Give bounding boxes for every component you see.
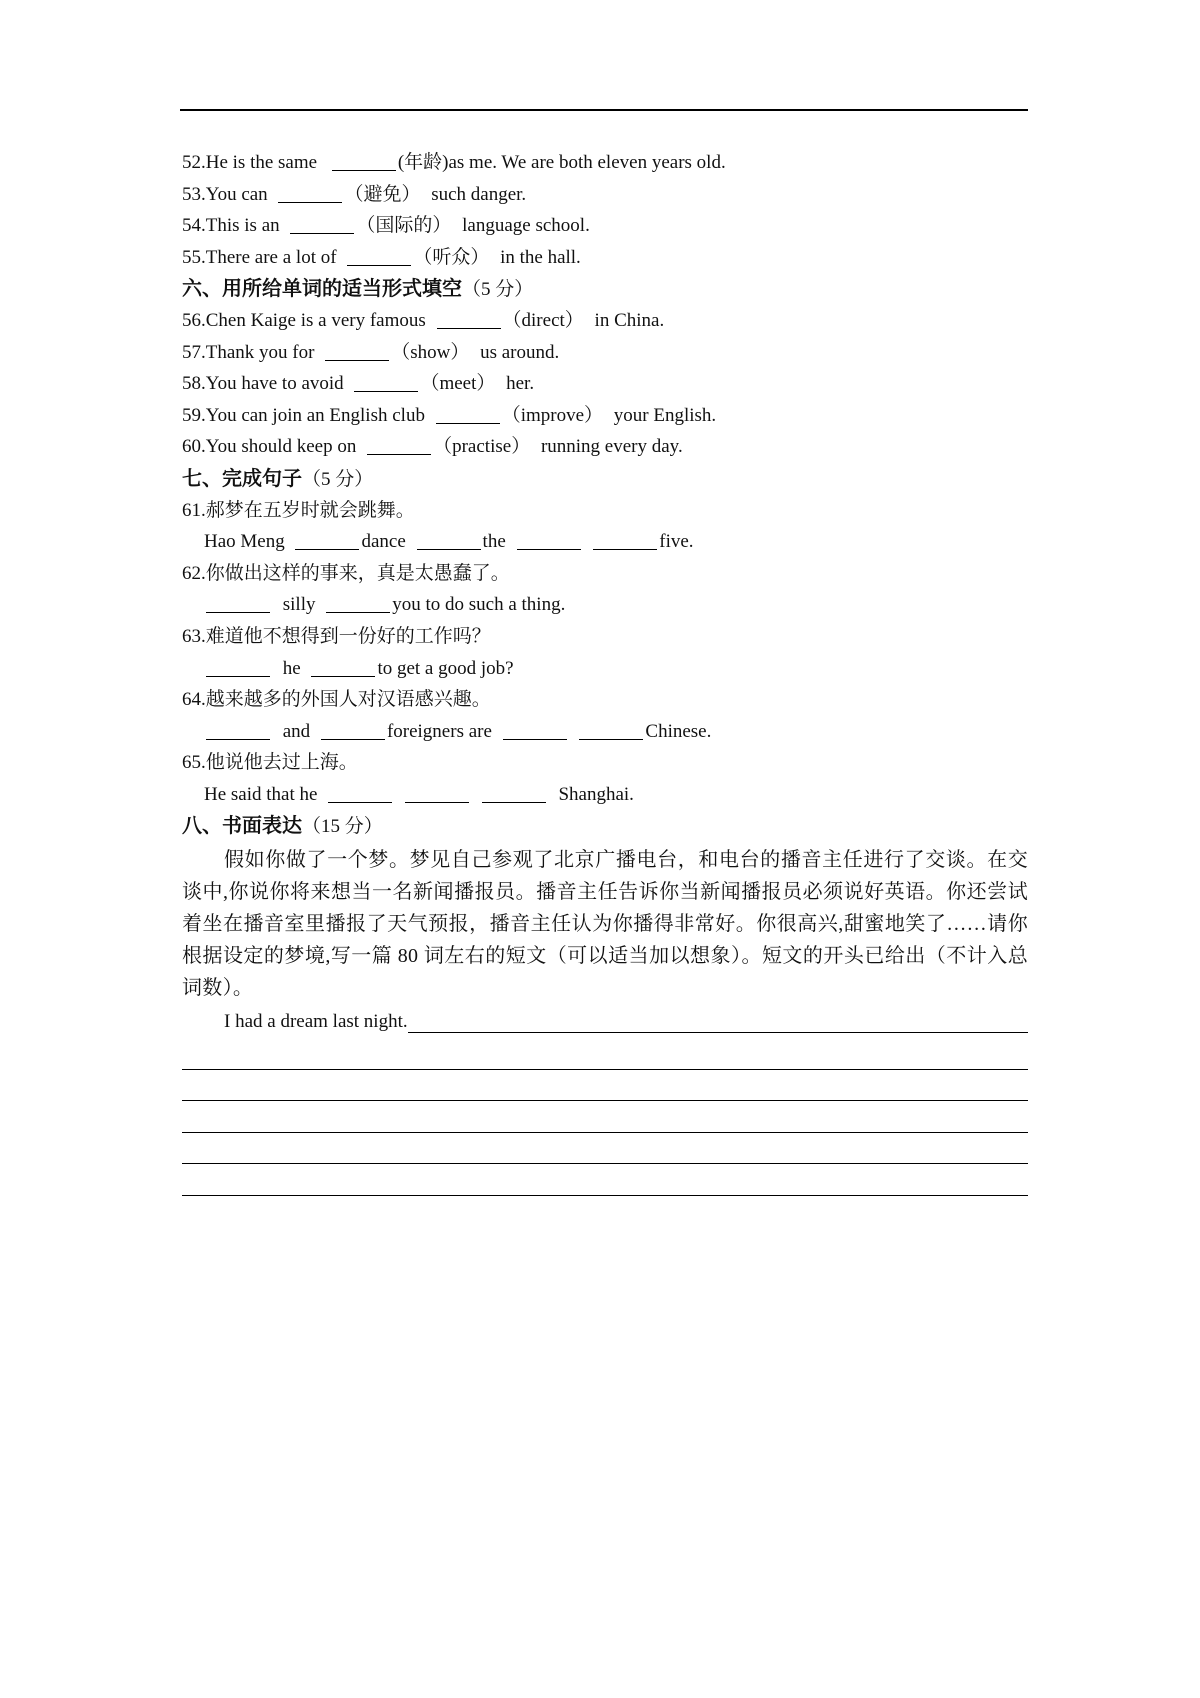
question-59-text: 59.You can join an English club: [182, 404, 425, 426]
writing-first-line[interactable]: [182, 1006, 1028, 1038]
question-52-text: 52.He is the same: [182, 152, 318, 173]
question-59-hint: （improve）: [501, 404, 604, 426]
answer-blank[interactable]: [593, 529, 657, 550]
question-53: [182, 179, 1028, 211]
question-59: [182, 400, 1028, 432]
answer-blank[interactable]: [437, 308, 501, 329]
question-61-rest: five.: [659, 531, 694, 553]
question-65-rest: Shanghai.: [558, 783, 634, 805]
question-62-rest: you to do such a thing.: [392, 594, 566, 616]
answer-blank[interactable]: [579, 719, 643, 740]
question-63-word: he: [282, 657, 301, 679]
section-7-title: 七、完成句子: [182, 465, 302, 490]
answer-blank[interactable]: [206, 656, 270, 677]
question-55-hint: （听众）: [413, 246, 490, 268]
answer-blank[interactable]: [367, 434, 431, 455]
question-58-rest: her.: [506, 373, 535, 395]
question-55-text: 55.There are a lot of: [182, 246, 337, 268]
question-61-text: Hao Meng: [204, 531, 285, 553]
question-64-prompt: 64.越来越多的外国人对汉语感兴趣。: [182, 689, 491, 711]
question-60-rest: running every day.: [540, 436, 683, 458]
question-62-word: silly: [282, 594, 316, 616]
answer-blank[interactable]: [328, 782, 392, 803]
worksheet-content: [182, 147, 1028, 1196]
question-63-prompt: 63.难道他不想得到一份好的工作吗？: [182, 625, 491, 647]
question-52-hint: (年龄): [397, 152, 449, 173]
question-58: [182, 368, 1028, 400]
question-52: [182, 147, 1028, 179]
writing-line[interactable]: [408, 1008, 1028, 1033]
writing-line[interactable]: [182, 1164, 1028, 1196]
section-6-heading: [182, 273, 1028, 305]
question-59-rest: your English.: [613, 404, 717, 426]
question-54: [182, 210, 1028, 242]
question-65-text: He said that he: [204, 783, 318, 805]
question-55: [182, 242, 1028, 274]
answer-blank[interactable]: [321, 719, 385, 740]
answer-blank[interactable]: [311, 656, 375, 677]
question-56: [182, 305, 1028, 337]
question-57-text: 57.Thank you for: [182, 341, 315, 363]
question-60-text: 60.You should keep on: [182, 436, 357, 458]
writing-line[interactable]: [182, 1038, 1028, 1070]
answer-blank[interactable]: [325, 340, 389, 361]
answer-blank[interactable]: [206, 719, 270, 740]
question-64-answer: [182, 716, 1028, 748]
question-58-text: 58.You have to avoid: [182, 373, 344, 395]
question-54-hint: （国际的）: [356, 215, 452, 237]
answer-blank[interactable]: [517, 529, 581, 550]
question-60: [182, 431, 1028, 463]
writing-instructions: 假如你做了一个梦。梦见自己参观了北京广播电台，和电台的播音主任进行了交谈。在交谈中,你说你将来想当一名新闻播报员。播音主任告诉你当新闻播报员必须说好英语。你还尝试着坐在播音室里播报了天气预报，播音主任认为你播得非常好。你很高兴,甜蜜地笑了……请你根据设定的梦境,写一篇 80 词左右的短文（可以适当加以想象）。短文的开头已给出（不计入总词数）。: [182, 849, 1028, 1000]
question-63-rest: to get a good job?: [377, 657, 514, 679]
question-64-word: and: [282, 720, 311, 742]
answer-blank[interactable]: [278, 182, 342, 203]
question-55-rest: in the hall.: [500, 246, 581, 268]
question-61-prompt: 61.郝梦在五岁时就会跳舞。: [182, 499, 415, 521]
question-56-hint: （direct）: [502, 309, 584, 331]
section-8-score: （15 分）: [302, 816, 383, 838]
question-54-text: 54.This is an: [182, 215, 280, 237]
question-61-word: dance: [361, 531, 406, 553]
section-7-score: （5 分）: [302, 468, 374, 490]
answer-blank[interactable]: [347, 245, 411, 266]
question-61-answer: [182, 526, 1028, 558]
section-7-heading: [182, 463, 1028, 495]
answer-blank[interactable]: [332, 150, 396, 171]
question-53-text: 53.You can: [182, 183, 268, 205]
question-57-hint: （show）: [391, 341, 470, 363]
section-8-title: 八、书面表达: [182, 813, 302, 838]
question-64-word: foreigners are: [386, 720, 492, 742]
writing-line[interactable]: [182, 1133, 1028, 1165]
header-rule: [180, 109, 1028, 111]
question-52-rest: as me. We are both eleven years old.: [448, 152, 726, 173]
answer-blank[interactable]: [482, 782, 546, 803]
section-6-title: 六、用所给单词的适当形式填空: [182, 276, 462, 301]
question-62-prompt: 62.你做出这样的事来，真是太愚蠢了。: [182, 562, 510, 584]
question-54-rest: language school.: [462, 215, 590, 237]
question-56-rest: in China.: [594, 309, 665, 331]
question-56-text: 56.Chen Kaige is a very famous: [182, 309, 426, 331]
answer-blank[interactable]: [436, 403, 500, 424]
question-64-rest: Chinese.: [645, 720, 712, 742]
answer-blank[interactable]: [503, 719, 567, 740]
answer-blank[interactable]: [206, 592, 270, 613]
answer-blank[interactable]: [326, 592, 390, 613]
question-53-rest: such danger.: [431, 183, 527, 205]
question-63-answer: [182, 653, 1028, 685]
answer-blank[interactable]: [290, 213, 354, 234]
question-65-prompt: 65.他说他去过上海。: [182, 752, 358, 774]
answer-blank[interactable]: [295, 529, 359, 550]
section-6-score: （5 分）: [462, 279, 534, 301]
writing-line[interactable]: [182, 1070, 1028, 1102]
answer-blank[interactable]: [417, 529, 481, 550]
writing-line[interactable]: [182, 1101, 1028, 1133]
question-53-hint: （避免）: [344, 183, 421, 205]
answer-blank[interactable]: [354, 371, 418, 392]
question-65-answer: [182, 779, 1028, 811]
section-8-heading: [182, 810, 1028, 842]
question-57: [182, 337, 1028, 369]
question-60-hint: （practise）: [433, 436, 531, 458]
question-61-word: the: [482, 531, 506, 553]
answer-blank[interactable]: [405, 782, 469, 803]
question-57-rest: us around.: [480, 341, 560, 363]
question-58-hint: （meet）: [420, 373, 496, 395]
question-62-answer: [182, 589, 1028, 621]
writing-opening: I had a dream last night.: [224, 1011, 408, 1033]
